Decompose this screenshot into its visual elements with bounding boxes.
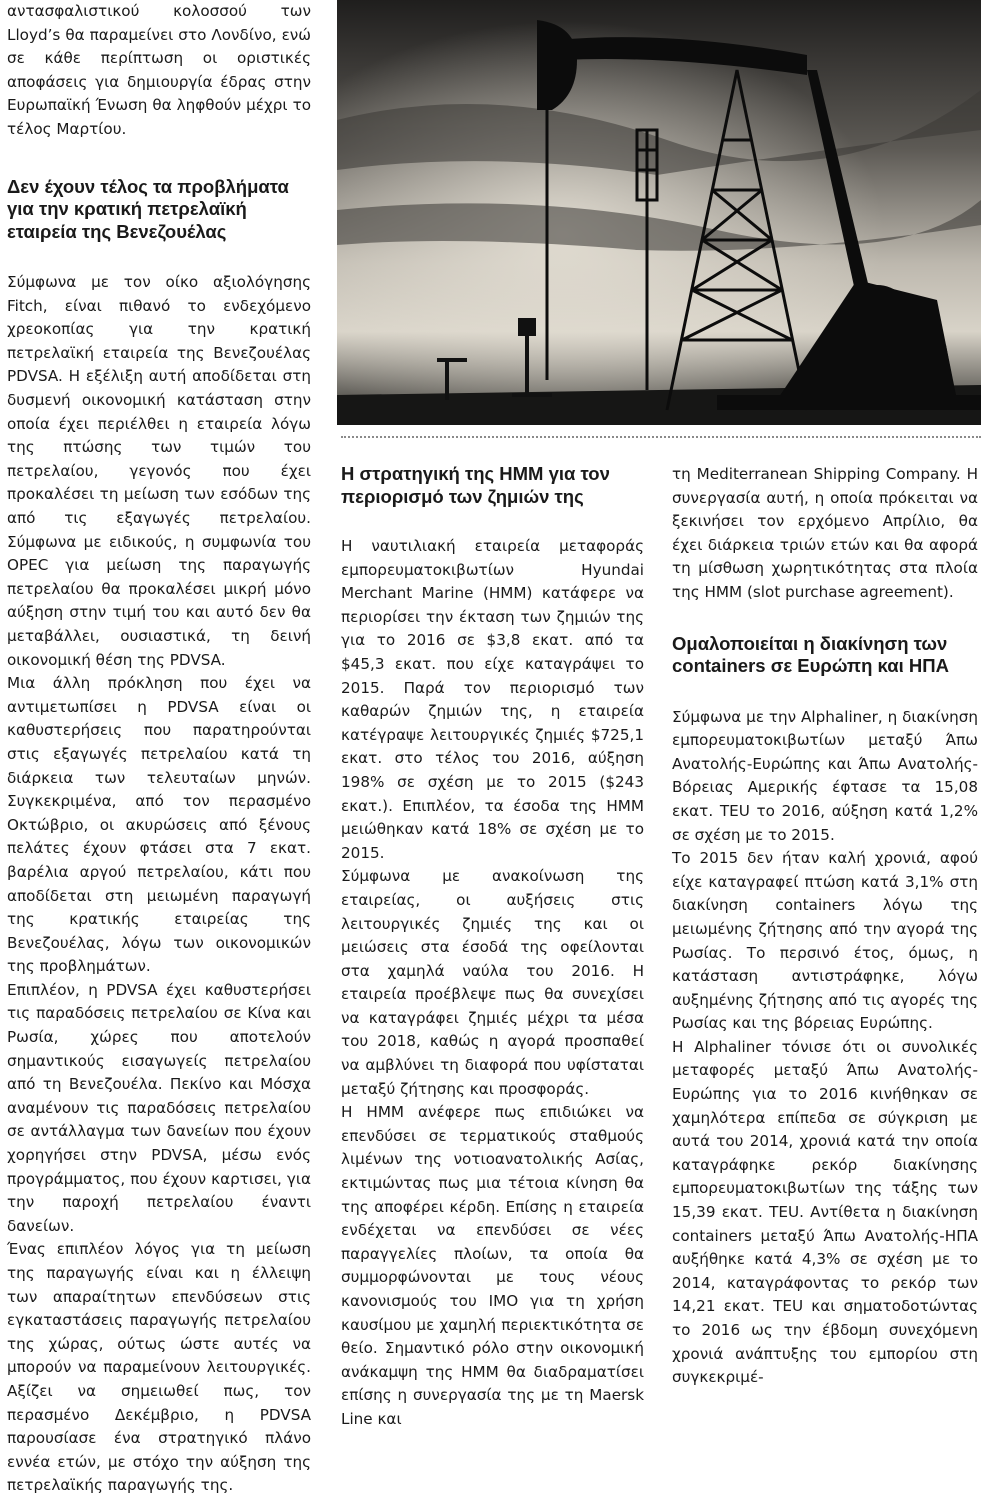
article-column-middle	[341, 463, 644, 1432]
body-paragraph: Ένας επιπλέον λόγος για τη μείωση της παραγωγής είναι και η έλλειψη των απαραίτητων επενδύσεων στις εγκαταστάσεις παραγωγής πετρελαίου της χώρας, ούτως ώστε αυτές να μπορούν να παραμείνουν λειτουργικές. Αξίζει να σημειωθεί πως, τον περασμένο Δεκέμβριο, η PDVSA παρουσίασε ένα στρατηγικό πλάνο εννέα ετών, με στόχο την αύξηση της πετρελαϊκής παραγωγής της.	[7, 1240, 311, 1495]
hmm-heading: Η στρατηγική της HMM για τον περιορισμό των ζημιών της	[341, 463, 610, 507]
body-paragraph: Σύμφωνα με ανακοίνωση της εταιρείας, οι αυξήσεις στις λειτουργικές ζημιές της και οι μειώσεις στα έσοδά της οφείλονται στα χαμηλά ναύλα του 2016. Η εταιρεία προέβλεψε πως θα συνεχίσει να καταγράφει ζημιές μέχρι τα μέσα του 2018, καθώς η αγορά προσπαθεί να αμβλύνει τη διαφορά που υφίσταται μεταξύ ζήτησης και προσφοράς.	[341, 867, 644, 1098]
body-paragraph: Σύμφωνα με την Alphaliner, η διακίνηση εμπορευματοκιβωτίων μεταξύ Άπω Ανατολής-Ευρώπης και Άπω Ανατολής-Βόρειας Αμερικής έφτασε τα 15,08 εκατ. TEU το 2016, αύξηση κατά 1,2% σε σχέση με το 2015.	[672, 707, 978, 844]
article-column-left	[7, 0, 311, 1498]
containers-heading: Ομαλοποιείται η διακίνηση των containers σε Ευρώπη και ΗΠΑ	[672, 632, 949, 677]
body-paragraph: Η HMM ανέφερε πως επιδιώκει να επενδύσει σε τερματικούς σταθμούς λιμένων της νοτιοανατολικής Ασίας, εκτιμώντας πως μια τέτοια κίνηση θα της αποφέρει κέρδη. Επίσης η εταιρεία ενδέχεται να επενδύσει σε νέες παραγγελίες πλοίων, τα οποία θα συμμορφώνονται με τους νέους κανονισμούς του ΙΜΟ για τη χρήση καυσίμου με χαμηλή περιεκτικότητα σε θείο. Σημαντικό ρόλο στην οικονομική ανάκαμψη της HMM θα διαδραματίσει επίσης η συνεργασία της με τη Maersk Line και	[341, 1103, 644, 1428]
continued-paragraph: τη Mediterranean Shipping Company. Η συνεργασία αυτή, η οποία πρόκειται να ξεκινήσει τον ερχόμενο Απρίλιο, θα έχει διάρκεια τριών ετών και θα αφορά τη μίσθωση χωρητικότητας στα πλοία της HMM (slot purchase agreement).	[672, 465, 978, 601]
section-divider	[341, 436, 981, 438]
body-paragraph: Επιπλέον, η PDVSA έχει καθυστερήσει τις παραδόσεις πετρελαίου σε Κίνα και Ρωσία, χώρες που αποτελούν σημαντικούς εισαγωγείς πετρελαίου από τη Βενεζουέλα. Πεκίνο και Μόσχα αναμένουν τις παραδόσεις πετρελαίου σε αντάλλαγμα των δανείων που έχουν χορηγήσει στην PDVSA, μέσω ενός προγράμματος, που έχουν καρτισει, για την παροχή πετρελαίου έναντι δανείων.	[7, 980, 311, 1235]
article-column-right	[672, 463, 978, 1390]
body-paragraph: Σύμφωνα με τον οίκο αξιολόγησης Fitch, είναι πιθανό το ενδεχόμενο χρεοκοπίας για την κρατική πετρελαϊκή εταιρεία της Βενεζουέλας PDVSA. Η εξέλιξη αυτή αποδίδεται στη δυσμενή οικονομική κατάσταση στην οποία έχει περιέλθει η εταιρεία λόγω της πτώσης των τιμών του πετρελαίου, γεγονός που έχει προκαλέσει τη μείωση των εσόδων της από τις εξαγωγές πετρελαίου. Σύμφωνα με ειδικούς, η συμφωνία του OPEC για μείωση της παραγωγής πετρελαίου θα προκαλέσει μικρή μόνο αύξηση στην τιμή του και αυτό δεν θα μεταβάλλει, ουσιαστικά, τη δεινή οικονομική θέση της PDVSA.	[7, 273, 311, 669]
body-paragraph: Το 2015 δεν ήταν καλή χρονιά, αφού είχε καταγραφεί πτώση κατά 3,1% στη διακίνηση containers λόγω της μειωμένης ζήτησης από την αγορά της Ρωσίας. Το περσινό έτος, όμως, η κατάσταση αντιστράφηκε, λόγω αυξημένης ζήτησης από τις αγορές της Ρωσίας και της βόρειας Ευρώπης.	[672, 849, 978, 1033]
intro-paragraph: αντασφαλιστικού κολοσσού των Lloyd’s θα παραμείνει στο Λονδίνο, ενώ σε κάθε περίπτωση οι οριστικές αποφάσεις για δημιουργία έδρας στην Ευρωπαϊκή Ένωση θα ληφθούν μέχρι το τέλος Μαρτίου.	[7, 2, 311, 138]
body-paragraph: Η ναυτιλιακή εταιρεία μεταφοράς εμπορευματοκιβωτίων Hyundai Merchant Marine (HMM) κατάφερε να περιορίσει την έκταση των ζημιών της για το 2016 σε $3,8 εκατ. από τα $45,3 εκατ. που είχε καταγράψει το 2015. Παρά τον περιορισμό των καθαρών ζημιών της, η εταιρεία κατέγραψε λειτουργικές ζημιές $725,1 εκατ. στο τέλος του 2016, αύξηση 198% σε σχέση με το 2015 ($243 εκατ.). Επιπλέον, τα έσοδα της HMM μειώθηκαν κατά 18% σε σχέση με το 2015.	[341, 537, 644, 862]
body-paragraph: Μια άλλη πρόκληση που έχει να αντιμετωπίσει η PDVSA είναι οι καθυστερήσεις που παρατηρούνται στις εξαγωγές πετρελαίου κατά τη διάρκεια των τελευταίων μηνών. Συγκεκριμένα, από τον περασμένο Οκτώβριο, οι ακυρώσεις από ξένους πελάτες έχουν φτάσει στα 7 εκατ. βαρέλια αργού πετρελαίου, κάτι που αποδίδεται στη μειωμένη παραγωγή της κρατικής εταιρείας της Βενεζουέλας, λόγω των οικονομικών της προβλημάτων.	[7, 674, 311, 976]
oil-pumpjack-photo	[337, 0, 981, 425]
venezuela-heading: Δεν έχουν τέλος τα προβλήματα για την κρατική πετρελαϊκή εταιρεία της Βενεζουέλας	[7, 175, 289, 242]
body-paragraph: Η Alphaliner τόνισε ότι οι συνολικές μεταφορές μεταξύ Άπω Ανατολής-Ευρώπης για το 2016 κινήθηκαν σε χαμηλότερα επίπεδα σε σύγκριση με αυτά του 2014, χρονιά κατά την οποία καταγράφηκε ρεκόρ διακίνησης εμπορευματοκιβωτίων της τάξης των 15,39 εκατ. TEU. Αντίθετα η διακίνηση containers μεταξύ Άπω Ανατολής-ΗΠΑ αυξήθηκε κατά 4,3% σε σχέση με το 2014, καταγράφοντας το ρεκόρ των 14,21 εκατ. TEU και σηματοδοτώντας το 2016 ως την έβδομη συνεχόμενη χρονιά ανάπτυξης του εμπορίου στη συγκεκριμέ-	[672, 1037, 978, 1387]
